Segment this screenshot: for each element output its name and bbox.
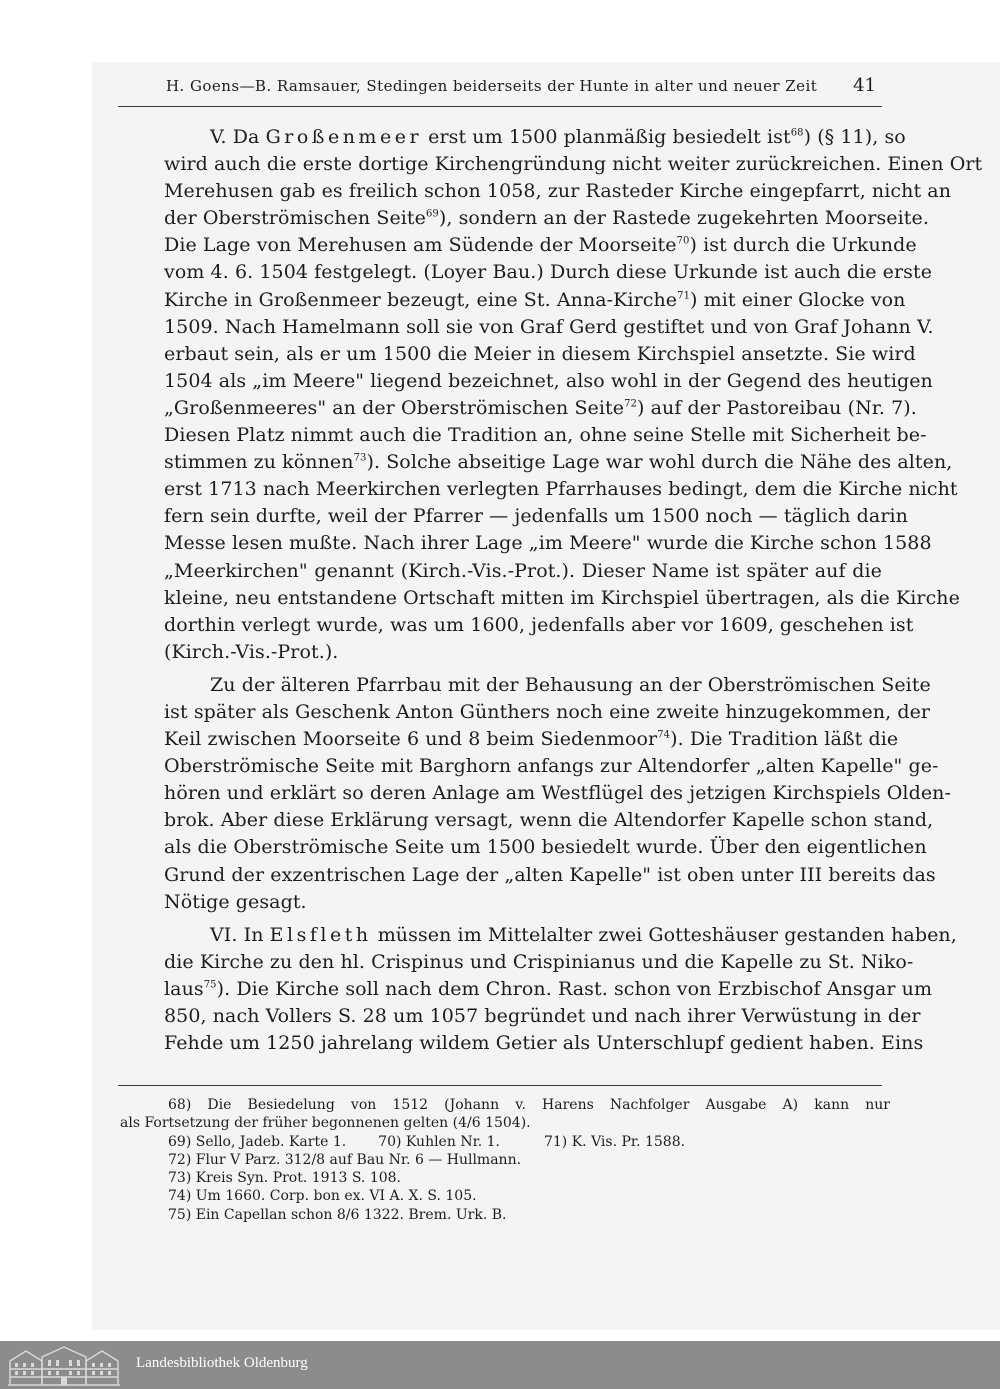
text-line [118, 368, 933, 395]
text-run: erst um 1500 planmäßig besiedelt ist [422, 126, 791, 148]
page-number: 41 [853, 75, 876, 96]
running-header [118, 74, 882, 107]
text-run: Messe lesen mußte. Nach ihrer Lage „im Meere" wurde die Kirche schon 1588 [164, 532, 932, 555]
text-line [118, 807, 934, 834]
text-run: ). Die Tradition läßt die [670, 728, 899, 751]
footnotes [120, 1096, 890, 1224]
text-line [118, 585, 960, 612]
footnote-72: 72) Flur V Parz. 312/8 auf Bau Nr. 6 — Hullmann. [168, 1151, 522, 1168]
text-line [118, 259, 933, 286]
library-building-icon [6, 1343, 122, 1387]
text-line [118, 753, 939, 780]
footnote-ref: 74 [657, 729, 671, 741]
text-line [118, 922, 957, 949]
text-line [118, 889, 882, 916]
text-line [118, 639, 882, 666]
text-line [118, 178, 952, 205]
text-run: Oberströmische Seite mit Barghorn anfangs zur Altendorfer „alten Kapelle" ge- [164, 755, 939, 778]
text-run: als die Oberströmische Seite um 1500 besiedelt wurde. Über den eigentlichen [164, 836, 927, 859]
footnote-separator [118, 1085, 882, 1086]
text-line [118, 780, 951, 807]
running-title: H. Goens—B. Ramsauer, Stedingen beiderseits der Hunte in alter und neuer Zeit [166, 77, 818, 95]
body-text [118, 124, 983, 1063]
text-run: stimmen zu können [164, 451, 354, 474]
text-line [118, 341, 916, 368]
footnote-ref: 72 [624, 398, 637, 410]
text-line [118, 151, 983, 178]
text-run: hören und erklärt so deren Anlage am Westflügel des jetzigen Kirchspiels Olden- [164, 782, 951, 805]
text-run: ) mit einer Glocke von [690, 288, 906, 311]
text-run: der Oberströmischen Seite [164, 207, 426, 230]
text-line [118, 976, 933, 1003]
text-run: V. Da [210, 126, 266, 148]
text-line [118, 314, 934, 341]
footnote-line-69-71 [120, 1133, 890, 1151]
text-line [118, 949, 914, 976]
text-run: müssen im Mittelalter zwei Gotteshäuser gestanden haben, [371, 923, 957, 946]
text-run: 850, nach Vollers S. 28 um 1057 begründet und nach ihrer Verwüstung in der [164, 1005, 921, 1027]
text-line [118, 699, 931, 726]
footer-bar [0, 1341, 1000, 1389]
text-line [118, 834, 927, 861]
text-run: erbaut sein, als er um 1500 die Meier in diesem Kirchspiel ansetzte. Sie wird [164, 342, 916, 365]
text-line [118, 449, 953, 476]
text-line [118, 612, 914, 639]
paragraph [118, 922, 957, 1057]
text-line [118, 726, 899, 753]
text-run: ). Die Kirche soll nach dem Chron. Rast. schon von Erzbischof Ansgar um [216, 977, 933, 1000]
text-run: erst 1713 nach Meerkirchen verlegten Pfarrhauses bedingt, dem die Kirche nicht [164, 478, 958, 501]
text-line [118, 232, 917, 259]
footnote-68-line-2: als Fortsetzung der früher begonnenen gelten (4/6 1504). [120, 1115, 531, 1132]
text-run: ) ist durch die Urkunde [689, 234, 917, 257]
text-run: „Großenmeeres" an der Oberströmischen Seite [164, 396, 625, 419]
text-run: 1504 als „im Meere" liegend bezeichnet, also wohl in der Gegend des heutigen [164, 369, 933, 392]
footnote-ref: 70 [676, 236, 690, 248]
text-run: ), sondern an der Rastede zugekehrten Moorseite. [438, 207, 929, 230]
text-run: Grund der exzentrischen Lage der „alten Kapelle" ist oben unter III bereits das [164, 863, 936, 886]
text-line [118, 503, 908, 530]
footnote-ref: 73 [353, 452, 367, 464]
text-run: laus [164, 977, 204, 1000]
place-name: Elsfleth [269, 923, 372, 946]
text-run: ist später als Geschenk Anton Günthers noch eine zweite hinzugekommen, der [164, 700, 931, 723]
paragraph [118, 672, 951, 916]
footnote-ref: 68 [790, 127, 804, 139]
text-run: Die Lage von Merehusen am Südende der Moorseite [164, 234, 677, 257]
text-line [118, 672, 931, 699]
footnote-71: 71) K. Vis. Pr. 1588. [543, 1133, 686, 1150]
text-run: Kirche in Großenmeer bezeugt, eine St. Anna-Kirche [164, 288, 678, 311]
text-run: ) auf der Pastoreibau (Nr. 7). [636, 396, 917, 419]
text-line [118, 476, 958, 503]
text-run: ). Solche abseitige Lage war wohl durch die Nähe des alten, [366, 451, 953, 474]
text-run: „Meerkirchen" genannt (Kirch.-Vis.-Prot.). Dieser Name ist später auf die [164, 559, 882, 582]
footnote-68-line-1: 68) Die Besiedelung von 1512 (Johann v. Harens Nachfolger Ausgabe A) kann nur [168, 1097, 890, 1113]
text-run: Diesen Platz nimmt auch die Tradition an, ohne seine Stelle mit Sicherheit be- [164, 424, 927, 447]
text-run: vom 4. 6. 1504 festgelegt. (Loyer Bau.) Durch diese Urkunde ist auch die erste [164, 261, 933, 284]
text-run: fern sein durfte, weil der Pfarrer — jedenfalls um 1500 noch — täglich darin [164, 505, 908, 528]
text-line [118, 1003, 921, 1030]
text-line [118, 862, 936, 889]
text-line [118, 422, 927, 449]
text-run: dorthin verlegt wurde, was um 1600, jedenfalls aber vor 1609, geschehen ist [164, 613, 914, 636]
footnote-74: 74) Um 1660. Corp. bon ex. VI A. X. S. 105. [168, 1188, 477, 1205]
text-run: 1509. Nach Hamelmann soll sie von Graf Gerd gestiftet und von Graf Johann V. [164, 315, 934, 338]
place-name: Großenmeer [265, 126, 423, 148]
text-line [118, 287, 906, 314]
text-run: ) (§ 11), so [803, 126, 906, 148]
text-run: Zu der älteren Pfarrbau mit der Behausung an der Oberströmischen Seite [210, 673, 931, 696]
text-run: brok. Aber diese Erklärung versagt, wenn die Altendorfer Kapelle schon stand, [164, 809, 934, 832]
text-run: Nötige gesagt. [164, 890, 307, 913]
footnote-69: 69) Sello, Jadeb. Karte 1. [168, 1133, 347, 1150]
footnote-73: 73) Kreis Syn. Prot. 1913 S. 108. [168, 1170, 402, 1187]
text-run: wird auch die erste dortige Kirchengründung nicht weiter zurückreichen. Einen Ort [164, 153, 983, 176]
text-run: kleine, neu entstandene Ortschaft mitten im Kirchspiel übertragen, als die Kirche [164, 586, 960, 609]
text-run: (Kirch.-Vis.-Prot.). [164, 640, 339, 663]
text-line [118, 205, 929, 232]
text-run: Merehusen gab es freilich schon 1058, zur Rasteder Kirche eingepfarrt, nicht an [164, 180, 952, 203]
text-run: Fehde um 1250 jahrelang wildem Getier als Unterschlupf gedient haben. Eins [164, 1032, 924, 1055]
text-line [118, 1030, 924, 1057]
text-run: die Kirche zu den hl. Crispinus und Crispinianus und die Kapelle zu St. Niko- [164, 950, 914, 973]
paragraph [118, 124, 983, 666]
footnote-ref: 75 [203, 979, 217, 991]
footnote-ref: 69 [425, 208, 439, 220]
footnote-75: 75) Ein Capellan schon 8/6 1322. Brem. Urk. B. [168, 1206, 507, 1223]
text-line [118, 558, 882, 585]
text-line [118, 530, 932, 557]
text-run: VI. In [210, 923, 270, 946]
footnote-ref: 71 [677, 290, 691, 302]
library-name: Landesbibliothek Oldenburg [136, 1355, 308, 1371]
text-line [118, 124, 906, 151]
footnote-70: 70) Kuhlen Nr. 1. [378, 1133, 500, 1150]
text-line [118, 395, 917, 422]
text-run: Keil zwischen Moorseite 6 und 8 beim Siedenmoor [164, 728, 658, 751]
